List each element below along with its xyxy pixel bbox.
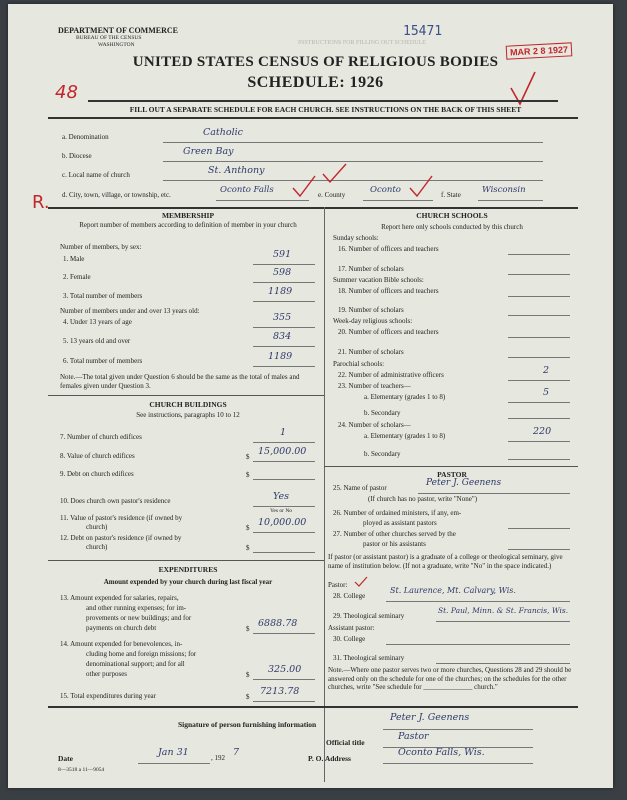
yes-no-hint: Yes or No [270,508,293,514]
q14-value: 325.00 [268,664,302,675]
q4-label: 4. Under 13 years of age [63,318,132,326]
official-title-label: Official title [326,738,365,747]
bureau-name: BUREAU OF THE CENSUS [76,35,142,41]
q3-value: 1189 [268,286,293,297]
q24-label: 24. Number of scholars— [338,421,411,429]
q27-label-cont: pastor or his assistants [363,540,426,548]
dollar-sign: $ [246,693,250,701]
q23a-value: 5 [543,387,550,398]
q22-value: 2 [543,365,550,376]
q13-label: 13. Amount expended for salaries, repairs, [60,594,179,602]
q11-label-cont: church) [86,523,108,531]
date-label: Date [58,754,73,763]
q25-label: 25. Name of pastor [333,484,387,492]
members-by-sex-label: Number of members, by sex: [60,243,142,251]
college-value: St. Laurence, Mt. Calvary, Wis. [390,586,516,595]
diocese-label: b. Diocese [62,152,92,160]
q13-label-3: provements or new buildings; and for [86,614,192,622]
diocese-value: Green Bay [183,146,234,157]
summer-schools-label: Summer vacation Bible schools: [333,276,424,284]
q31-label: 31. Theological seminary [333,654,405,662]
parochial-schools-label: Parochial schools: [333,360,385,368]
faded-show-through: INSTRUCTIONS FOR FILLING OUT SCHEDULE [298,40,426,46]
red-check-icon [354,576,368,588]
year-prefix: , 192 [211,754,225,762]
q5-value: 834 [273,331,292,342]
q14-label-3: denominational support; and for all [86,660,185,668]
q14-label: 14. Amount expended for benevolences, in- [60,640,183,648]
expenditures-heading: EXPENDITURES [158,565,218,574]
schedule-title: SCHEDULE: 1926 [247,74,384,91]
serial-number: 15471 [403,24,443,39]
q8-label: 8. Value of church edifices [60,452,135,460]
form-title: UNITED STATES CENSUS OF RELIGIOUS BODIES [132,54,499,70]
q24a-value: 220 [533,426,552,437]
q24a-label: a. Elementary (grades 1 to 8) [364,432,446,440]
membership-intro: Report number of members according to definition of member in your church [79,221,297,229]
q11-label: 11. Value of pastor's residence (if owned by [60,514,183,522]
q17-label: 17. Number of scholars [338,265,404,273]
q23a-label: a. Elementary (grades 1 to 8) [364,393,446,401]
q26-label-cont: ployed as assistant pastors [363,519,437,527]
signature-label: Signature of person furnishing information [178,720,317,729]
state-value: Wisconsin [482,185,526,195]
q15-label: 15. Total expenditures during year [60,692,156,700]
q10-label: 10. Does church own pastor's residence [60,497,171,505]
graduate-note: If pastor (or assistant pastor) is a graduate of a college or theological seminary, give name of institution below. (If not a graduate, write "No" in the space indicated.) [328,553,563,570]
church-name-value: St. Anthony [208,165,265,176]
expenditures-sub: Amount expended by your church during last fiscal year [103,578,273,586]
dollar-sign: $ [246,453,250,461]
pastor-name-value: Peter J. Geenens [426,478,502,488]
buildings-heading: CHURCH BUILDINGS [149,400,227,409]
q15-value: 7213.78 [260,686,300,697]
dollar-sign: $ [246,625,250,633]
seminary-value: St. Paul, Minn. & St. Francis, Wis. [438,606,569,615]
denomination-value: Catholic [203,127,243,138]
denomination-label: a. Denomination [62,133,109,141]
received-stamp: MAR 2 8 1927 [506,42,573,59]
q30-label: 30. College [333,635,366,643]
q21-label: 21. Number of scholars [338,348,404,356]
bureau-city: WASHINGTON [98,42,135,48]
red-check-icon [291,174,319,200]
q11-value: 10,000.00 [258,517,307,528]
q13-label-2: and other running expenses; for im- [86,604,187,612]
q7-label: 7. Number of church edifices [60,433,142,441]
q22-label: 22. Number of administrative officers [338,371,444,379]
city-value: Oconto Falls [220,185,274,195]
po-address-label: P. O. Address [308,754,351,763]
fill-instruction: FILL OUT A SEPARATE SCHEDULE FOR EACH CHURCH. SEE INSTRUCTIONS ON THE BACK OF THIS SHEET [129,105,522,114]
q25-note: (If church has no pastor, write "None") [368,495,478,503]
date-value: Jan 31 [158,747,189,758]
signature-value: Peter J. Geenens [390,712,470,723]
q1-value: 591 [273,249,292,260]
q6-label: 6. Total number of members [63,357,143,365]
dollar-sign: $ [246,471,250,479]
form-number: 8—3518 a 11—9054 [58,767,105,773]
q26-label: 26. Number of ordained ministers, if any, em- [333,509,462,517]
q13-value: 6888.78 [258,618,298,629]
year-value: 7 [233,747,240,758]
buildings-sub: See instructions, paragraphs 10 to 12 [136,411,240,419]
q27-label: 27. Number of other churches served by the [333,530,456,538]
q14-label-2: cluding home and foreign missions; for [86,650,197,658]
q13-label-4: payments on church debt [86,624,157,632]
pastor-note: Note.—Where one pastor serves two or more churches, Questions 28 and 29 should be answered only on the schedule for one of the churches; on the schedules for the other churches, write "See schedule for ______________ church." [328,666,572,691]
official-title-value: Pastor [398,731,429,742]
dollar-sign: $ [246,524,250,532]
q2-value: 598 [273,267,292,278]
pastor-sub-label: Pastor: [328,581,348,589]
q4-value: 355 [273,312,292,323]
sunday-schools-label: Sunday schools: [333,234,379,242]
q5-label: 5. 13 years old and over [63,337,131,345]
schools-heading: CHURCH SCHOOLS [416,211,488,220]
q14-label-4: other purposes [86,670,128,678]
age-heading: Number of members under and over 13 years old: [60,307,200,315]
q2-label: 2. Female [63,273,91,281]
weekday-schools-label: Week-day religious schools: [333,317,413,325]
county-value: Oconto [370,185,401,195]
q7-value: 1 [280,427,287,438]
q28-label: 28. College [333,592,366,600]
margin-number: 48 [55,82,78,103]
q29-label: 29. Theological seminary [333,612,405,620]
church-name-label: c. Local name of church [62,171,130,179]
q23b-label: b. Secondary [364,409,401,417]
q1-label: 1. Male [63,255,85,263]
q9-label: 9. Debt on church edifices [60,470,134,478]
city-label: d. City, town, village, or township, etc. [62,191,171,199]
pastor-heading: PASTOR [437,470,467,479]
q18-label: 18. Number of officers and teachers [338,287,439,295]
q23-label: 23. Number of teachers— [338,382,411,390]
q10-value: Yes [273,491,289,502]
membership-note: Note.—The total given under Question 6 should be the same as the total of males and females given under Question 3. [60,373,300,390]
state-label: f. State [441,191,461,199]
red-check-icon [408,174,436,200]
q6-value: 1189 [268,351,293,362]
q12-label: 12. Debt on pastor's residence (if owned by [60,534,182,542]
census-schedule-page [8,4,613,788]
county-label: e. County [318,191,346,199]
q20-label: 20. Number of officers and teachers [338,328,439,336]
dollar-sign: $ [246,544,250,552]
q19-label: 19. Number of scholars [338,306,404,314]
assistant-pastor-label: Assistant pastor: [328,624,375,632]
dept-name: DEPARTMENT OF COMMERCE [58,26,179,35]
red-check-icon [320,162,350,186]
q3-label: 3. Total number of members [63,292,143,300]
membership-heading: MEMBERSHIP [161,211,215,220]
margin-mark-r: R. [32,192,50,213]
po-address-value: Oconto Falls, Wis. [398,747,485,758]
dollar-sign: $ [246,671,250,679]
q8-value: 15,000.00 [258,446,307,457]
q12-label-cont: church) [86,543,108,551]
q24b-label: b. Secondary [364,450,401,458]
schools-sub: Report here only schools conducted by this church [381,223,523,231]
q16-label: 16. Number of officers and teachers [338,245,439,253]
